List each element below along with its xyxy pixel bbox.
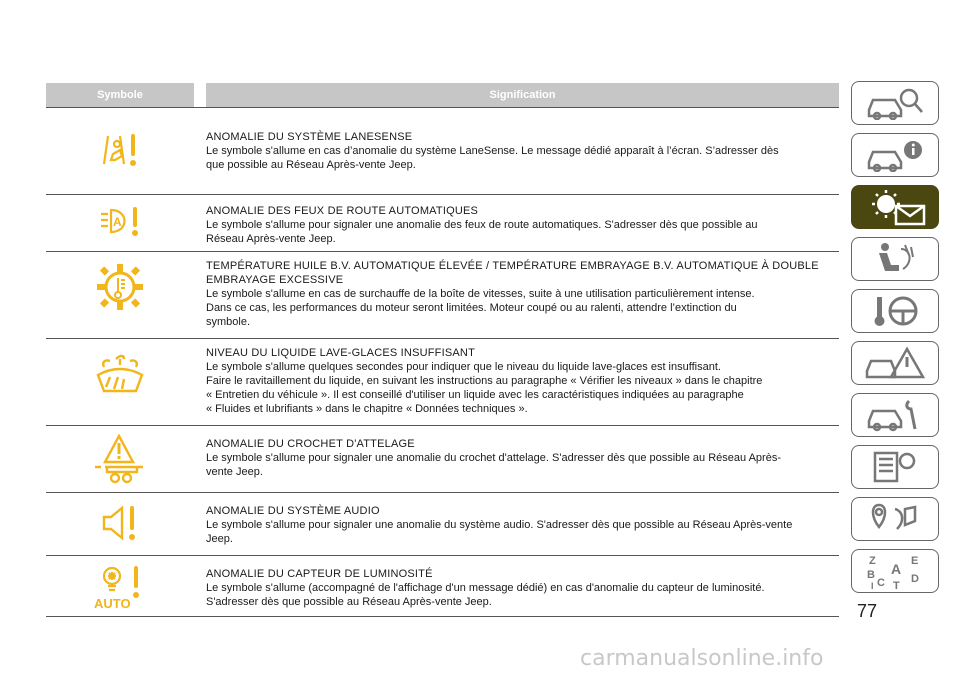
table-header (46, 83, 839, 107)
light-sensor-fault-icon (92, 564, 148, 610)
row-text: « Entretien du véhicule ». Il est conseillé d'utiliser un liquide avec les caractéristiques indiquées au paragraphe (206, 389, 744, 401)
chapter-tabs (851, 81, 941, 601)
row-text: S'adresser dès que possible au Réseau Après-vente Jeep. (206, 596, 492, 608)
row-title: TEMPÉRATURE HUILE B.V. AUTOMATIQUE ÉLEVÉE / TEMPÉRATURE EMBRAYAGE B.V. AUTOMATIQUE À DOUBLE (206, 260, 819, 272)
table-row (46, 194, 839, 251)
row-text: Faire le ravitaillement du liquide, en suivant les instructions au paragraphe « Vérifier les niveaux » dans le chapitre (206, 375, 763, 387)
row-text: Jeep. (206, 533, 233, 545)
row-title-cont: EMBRAYAGE EXCESSIVE (206, 274, 344, 286)
table-row (46, 251, 839, 338)
watermark-text: carmanualsonline.info (580, 646, 824, 671)
alphabet-index-icon (863, 552, 927, 590)
row-text: Le symbole s'allume pour signaler une anomalie du système audio. S'adresser dès que possible au Réseau Après-vente (206, 519, 793, 531)
row-text: Le symbole s'allume (accompagné de l'affichage d'un message dédié) en cas d'anomalie du capteur de luminosité. (206, 582, 765, 594)
tab-car-service[interactable] (851, 393, 939, 437)
header-meaning: Signification (206, 83, 839, 107)
table-row (46, 555, 839, 617)
seat-airbag-icon (865, 241, 925, 277)
row-title: ANOMALIE DU CAPTEUR DE LUMINOSITÉ (206, 568, 433, 580)
svg-text:E: E (911, 555, 919, 567)
transmission-temp-icon (95, 262, 145, 312)
washer-fluid-icon (94, 353, 146, 395)
car-accident-warning-icon (863, 345, 927, 381)
row-text: Le symbole s'allume quelques secondes pour indiquer que le niveau du liquide lave-glaces est insuffisant. (206, 361, 721, 373)
svg-text:A: A (891, 561, 902, 577)
row-title: ANOMALIE DU SYSTÈME AUDIO (206, 505, 380, 517)
svg-text:I: I (871, 581, 874, 590)
tab-car-info[interactable] (851, 133, 939, 177)
audio-fault-icon (100, 503, 140, 543)
tab-alphabet-index[interactable] (851, 549, 939, 593)
row-text: vente Jeep. (206, 466, 263, 478)
row-text: Le symbole s'allume pour signaler une anomalie du crochet d'attelage. S'adresser dès que possible au Réseau Après- (206, 452, 781, 464)
steering-key-icon (865, 293, 925, 329)
row-text: « Fluides et lubrifiants » dans le chapitre « Données techniques ». (206, 403, 528, 415)
list-gear-icon (865, 449, 925, 485)
page-number: 77 (857, 601, 878, 621)
row-title: ANOMALIE DU CROCHET D'ATTELAGE (206, 438, 415, 450)
trailer-hitch-fault-icon (93, 434, 147, 484)
svg-text:T: T (893, 580, 900, 590)
lanesense-fault-icon (100, 130, 140, 170)
tab-steering-key[interactable] (851, 289, 939, 333)
table-row (46, 425, 839, 492)
tab-warning-lights[interactable] (851, 185, 939, 229)
row-text: que possible au Réseau Après-vente Jeep. (206, 159, 416, 171)
tab-car-search[interactable] (851, 81, 939, 125)
svg-text:D: D (911, 573, 919, 585)
row-text: Le symbole s'allume pour signaler une anomalie des feux de route automatiques. S'adresser dès que possible au (206, 219, 758, 231)
auto-label: AUTO (94, 596, 131, 610)
car-search-icon (865, 86, 925, 120)
row-title: ANOMALIE DES FEUX DE ROUTE AUTOMATIQUES (206, 205, 479, 217)
table-row (46, 107, 839, 194)
car-service-wrench-icon (865, 397, 925, 433)
svg-text:B: B (867, 569, 875, 581)
auto-high-beam-fault-icon (99, 204, 141, 238)
tab-car-accident[interactable] (851, 341, 939, 385)
media-location-icon (865, 501, 925, 537)
header-symbol: Symbole (46, 83, 194, 107)
table-row (46, 338, 839, 425)
row-text: Le symbole s'allume en cas d’anomalie du système LaneSense. Le message dédié apparaît à l’écran. S’adresser dès (206, 145, 779, 157)
warning-light-message-icon (862, 188, 928, 226)
svg-text:C: C (877, 577, 885, 589)
warning-lights-table (46, 83, 839, 617)
tab-seat-airbag[interactable] (851, 237, 939, 281)
tab-media-location[interactable] (851, 497, 939, 541)
row-text: Dans ce cas, les performances du moteur seront limitées. Moteur coupé ou au ralenti, attendre l’extinction du (206, 302, 737, 314)
svg-text:Z: Z (869, 555, 876, 567)
row-text: Le symbole s'allume en cas de surchauffe de la boîte de vitesses, suite à une utilisation particulièrement intense. (206, 288, 755, 300)
table-row (46, 492, 839, 555)
svg-text:A: A (113, 215, 122, 229)
row-text: Réseau Après-vente Jeep. (206, 233, 336, 245)
row-text: symbole. (206, 316, 251, 328)
car-info-icon (865, 138, 925, 172)
row-title: ANOMALIE DU SYSTÈME LANESENSE (206, 131, 413, 143)
tab-list-gear[interactable] (851, 445, 939, 489)
row-title: NIVEAU DU LIQUIDE LAVE-GLACES INSUFFISANT (206, 347, 475, 359)
